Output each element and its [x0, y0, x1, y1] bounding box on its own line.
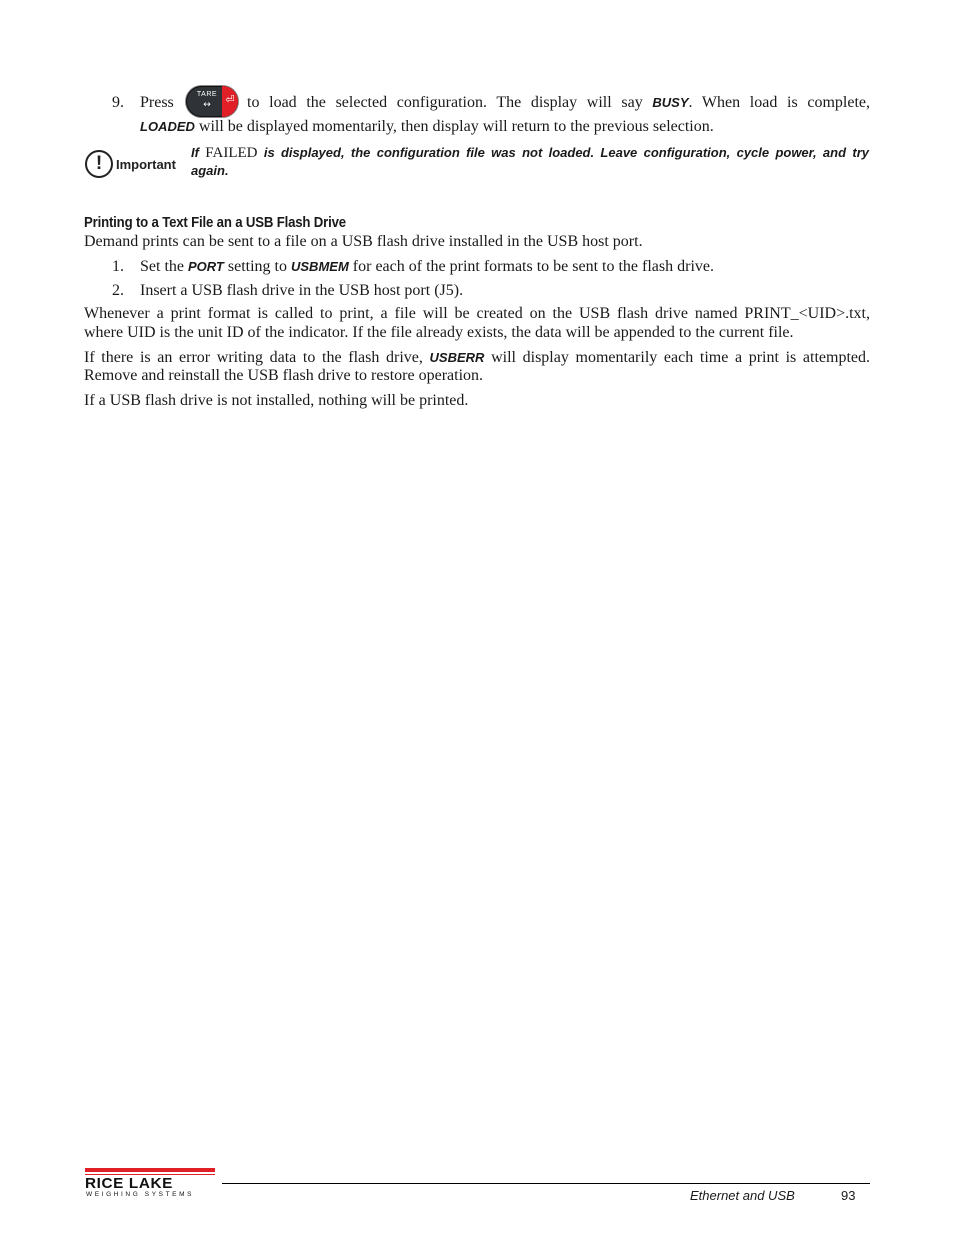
footer-rule: [222, 1183, 870, 1184]
paragraph-1-line2: where UID is the unit ID of the indicator. If the file already exists, the data will be appended to the current file.: [84, 324, 794, 341]
failed-display: FAILED: [205, 145, 258, 161]
step-2: [84, 281, 463, 300]
port-param: PORT: [188, 259, 224, 274]
enter-arrow-icon: ⏎: [225, 93, 235, 106]
important-note: [191, 144, 869, 179]
brand-logo: RICE LAKE: [85, 1175, 173, 1192]
page-number: 93: [841, 1188, 856, 1203]
step-number: 1.: [112, 258, 124, 275]
intro-paragraph: Demand prints can be sent to a file on a USB flash drive installed in the USB host port.: [84, 233, 643, 250]
paragraph-2-text: If there is an error writing data to the flash drive,: [84, 349, 423, 366]
brand-logo-sub: WEIGHING SYSTEMS: [86, 1191, 195, 1198]
step-9-text-2: . When load is complete,: [688, 94, 871, 111]
paragraph-2-line2: Remove and reinstall the USB flash drive to restore operation.: [84, 367, 484, 384]
paragraph-2-text-2: will display momentarily each time a print is attempted.: [491, 349, 871, 366]
loaded-display: LOADED: [140, 119, 195, 134]
step-number: 2.: [112, 282, 124, 299]
press-text: Press: [140, 94, 174, 111]
step-2-text: Insert a USB flash drive in the USB host port (J5).: [140, 282, 464, 299]
zero-symbol-icon: ↔: [203, 100, 211, 110]
note-text: is displayed, the configuration file was not loaded. Leave configuration, cycle power, and try: [263, 145, 869, 160]
busy-display: BUSY: [652, 95, 689, 110]
step-1-text: Set the: [140, 258, 184, 275]
important-icon: !: [85, 150, 113, 178]
important-label: Important: [116, 157, 176, 172]
logo-bar-top: [85, 1168, 215, 1172]
step-9-line1: [247, 93, 870, 112]
note-text-2: again.: [191, 163, 229, 178]
step-1-text-3: for each of the print formats to be sent to the flash drive.: [352, 258, 714, 275]
section-heading: Printing to a Text File an a USB Flash Drive: [84, 214, 346, 231]
usberr-display: USBERR: [429, 350, 485, 365]
footer-section-title: Ethernet and USB: [690, 1188, 795, 1203]
step-1-text-2: setting to: [227, 258, 287, 275]
step-9-text: to load the selected configuration. The display will say: [247, 94, 643, 111]
step-number: 9.: [112, 94, 124, 111]
paragraph-3: If a USB flash drive is not installed, nothing will be printed.: [84, 392, 469, 409]
step-9-line2: [140, 117, 714, 136]
step-1: [84, 257, 714, 276]
tare-key-icon: [186, 86, 238, 117]
usbmem-param: USBMEM: [291, 259, 349, 274]
step-9-text-3: will be displayed momentarily, then display will return to the previous selection.: [198, 118, 714, 135]
paragraph-1-line1: Whenever a print format is called to print, a file will be created on the USB flash drive named PRINT_<UID>.txt,: [84, 305, 870, 322]
note-prefix: If: [191, 145, 199, 160]
paragraph-2-line1: [84, 348, 870, 367]
tare-key-label: TARE: [196, 91, 218, 98]
